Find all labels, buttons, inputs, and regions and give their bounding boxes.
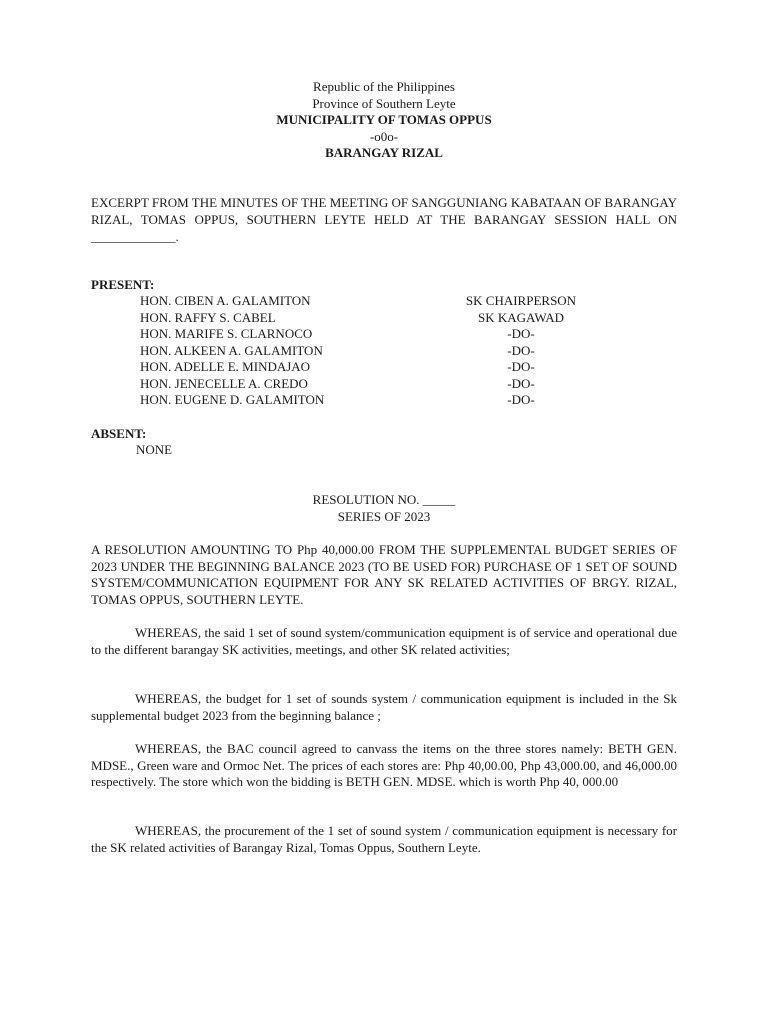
member-name: HON. RAFFY S. CABEL xyxy=(140,309,276,325)
member-name: HON. ALKEEN A. GALAMITON xyxy=(140,342,323,358)
member-role: -DO- xyxy=(507,342,535,358)
absent-value: NONE xyxy=(136,442,173,457)
header-separator: -o0o- xyxy=(369,128,399,144)
whereas-clause-2: WHEREAS, the budget for 1 set of sounds system / communication equipment is included in the Sk supplemental budget 2023 from the beginning balance ; xyxy=(91,691,677,723)
present-members-list xyxy=(0,293,768,409)
member-role: SK CHAIRPERSON xyxy=(465,293,577,308)
whereas-clause-3: WHEREAS, the BAC council agreed to canvass the items on the three stores namely: BETH GEN. MDSE., Green ware and Ormoc Net. The prices of each stores are: Php 40,00.00, Php 43,000.00, and 46,000.00 respectively. The store which won the bidding is BETH GEN. MDSE. which is worth Php 40, 000.00 xyxy=(91,741,677,789)
header-municipality: MUNICIPALITY OF TOMAS OPPUS xyxy=(276,112,492,127)
resolution-heading xyxy=(0,491,768,525)
member-row xyxy=(0,293,768,310)
header-barangay: BARANGAY RIZAL xyxy=(325,145,443,160)
resolution-series: SERIES OF 2023 xyxy=(337,509,431,524)
member-name: HON. MARIFE S. CLARNOCO xyxy=(140,326,313,341)
member-row xyxy=(0,376,768,393)
member-name: HON. EUGENE D. GALAMITON xyxy=(140,392,325,407)
absent-label: ABSENT: xyxy=(91,426,147,441)
member-role: -DO- xyxy=(507,326,535,341)
member-row xyxy=(0,310,768,327)
member-name: HON. CIBEN A. GALAMITON xyxy=(140,293,311,308)
member-row xyxy=(0,359,768,376)
member-role: SK KAGAWAD xyxy=(478,309,564,325)
member-role: -DO- xyxy=(507,392,535,407)
member-name: HON. JENECELLE A. CREDO xyxy=(140,375,308,391)
whereas-clause-4: WHEREAS, the procurement of the 1 set of sound system / communication equipment is necessary for the SK related activities of Barangay Rizal, Tomas Oppus, Southern Leyte. xyxy=(91,823,677,855)
member-row xyxy=(0,343,768,360)
whereas-clause-1: WHEREAS, the said 1 set of sound system/communication equipment is of service and operational due to the different barangay SK activities, meetings, and other SK related activities; xyxy=(91,625,677,657)
resolution-number: RESOLUTION NO. _____ xyxy=(312,492,456,507)
member-row xyxy=(0,326,768,343)
present-label: PRESENT: xyxy=(91,277,155,292)
member-role: -DO- xyxy=(507,375,535,391)
header-province: Province of Southern Leyte xyxy=(312,95,456,111)
member-row xyxy=(0,392,768,409)
header-republic: Republic of the Philippines xyxy=(313,79,455,94)
member-role: -DO- xyxy=(507,359,535,374)
resolution-title: A RESOLUTION AMOUNTING TO Php 40,000.00 FROM THE SUPPLEMENTAL BUDGET SERIES OF 2023 UNDER THE BEGINNING BALANCE 2023 (TO BE USED FOR) PURCHASE OF 1 SET OF SOUND SYSTEM/COMMUNICATION EQUIPMENT FOR ANY SK RELATED ACTIVITIES OF BRGY. RIZAL, TOMAS OPPUS, SOUTHERN LEYTE. xyxy=(91,542,677,607)
member-name: HON. ADELLE E. MINDAJAO xyxy=(140,359,311,374)
document-header xyxy=(0,79,768,162)
excerpt-paragraph: EXCERPT FROM THE MINUTES OF THE MEETING OF SANGGUNIANG KABATAAN OF BARANGAY RIZAL, TOMAS OPPUS, SOUTHERN LEYTE HELD AT THE BARANGAY SESSION HALL ON _____________. xyxy=(91,195,677,244)
